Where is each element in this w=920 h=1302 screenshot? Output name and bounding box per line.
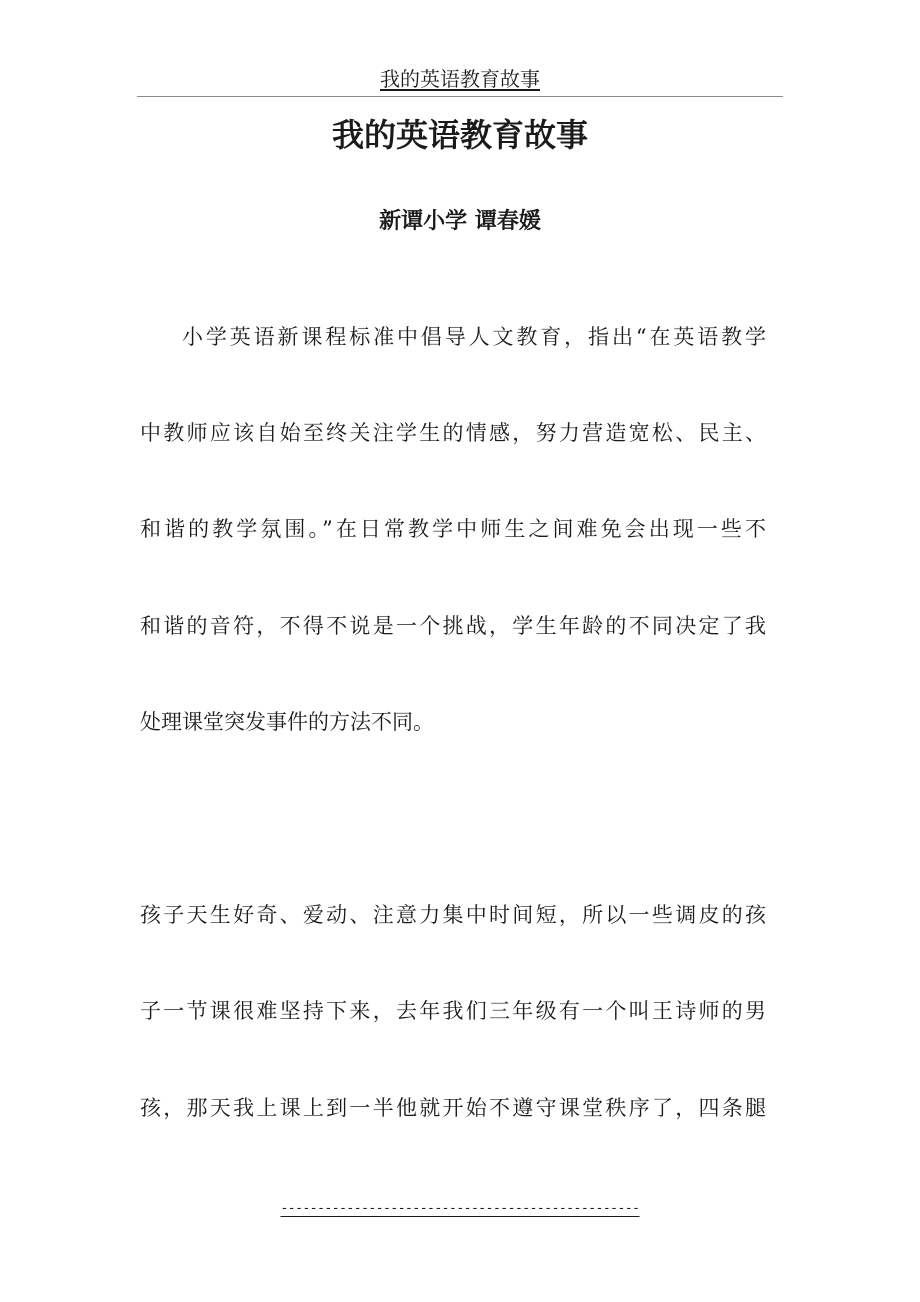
paragraph-line: 处理课堂突发事件的方法不同。 xyxy=(140,710,434,734)
running-header: 我的英语教育故事 xyxy=(380,67,540,91)
paragraph-line: 孩，那天我上课上到一半他就开始不遵守课堂秩序了，四条腿 xyxy=(140,1096,766,1120)
paragraph-line: 和谐的教学氛围。”在日常教学中师生之间难免会出现一些不 xyxy=(140,517,766,541)
paragraph-line: 子一节课很难坚持下来，去年我们三年级有一个叫王诗师的男 xyxy=(140,999,766,1023)
author-line: 新谭小学 谭春媛 xyxy=(379,209,541,234)
document-title: 我的英语教育故事 xyxy=(331,116,588,154)
header-rule xyxy=(137,96,783,97)
footer-dash-line: ------------------------------------------------- xyxy=(280,1201,640,1216)
paragraph-line: 和谐的音符，不得不说是一个挑战，学生年龄的不同决定了我 xyxy=(140,614,766,638)
paragraph-line: 中教师应该自始至终关注学生的情感，努力营造宽松、民主、 xyxy=(140,421,766,445)
paragraph-line: 小学英语新课程标准中倡导人文教育，指出“在英语教学 xyxy=(182,325,766,349)
paragraph-line: 孩子天生好奇、爱动、注意力集中时间短，所以一些调皮的孩 xyxy=(140,903,766,927)
